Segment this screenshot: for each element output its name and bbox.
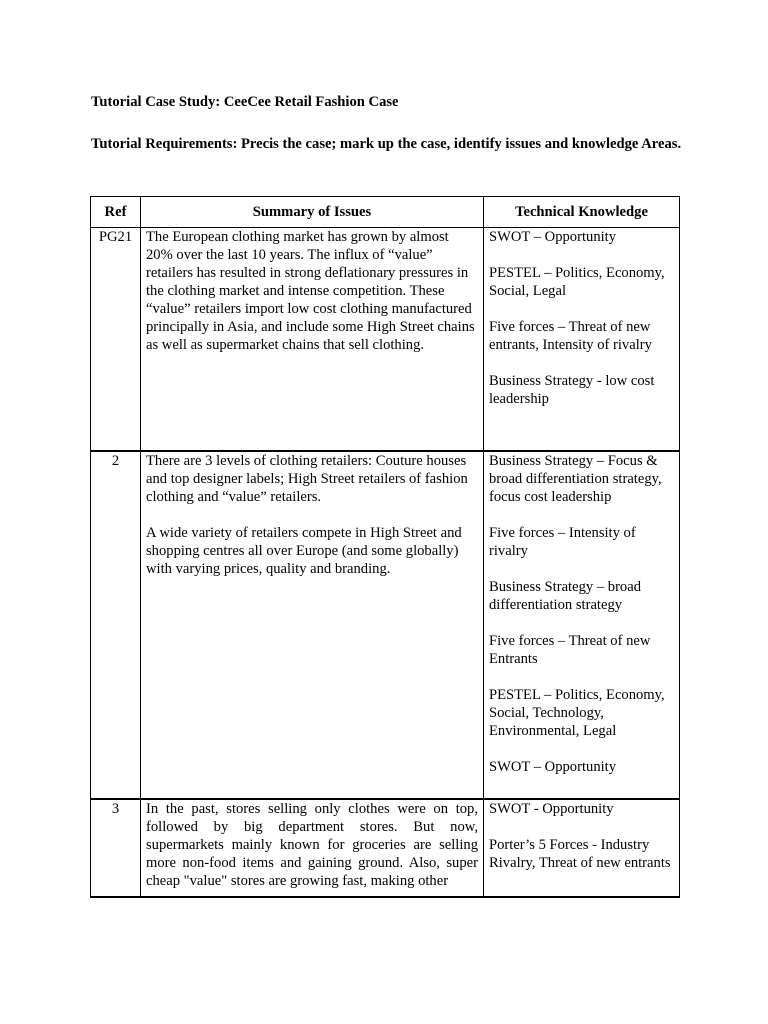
issues-table bbox=[90, 196, 680, 898]
document-title: Tutorial Case Study: CeeCee Retail Fashion Case bbox=[91, 94, 399, 110]
summary-paragraph: There are 3 levels of clothing retailers: Couture houses and top designer labels; High Street retailers of fashion clothing and “value” retailers. bbox=[146, 453, 468, 505]
header-summary: Summary of Issues bbox=[141, 197, 484, 228]
technical-item: SWOT – Opportunity bbox=[489, 229, 617, 245]
technical-item: SWOT – Opportunity bbox=[489, 759, 617, 775]
row-summary bbox=[141, 451, 484, 799]
row-technical bbox=[484, 228, 680, 452]
table-row bbox=[91, 451, 680, 799]
row-ref: 2 bbox=[91, 451, 141, 799]
table-row bbox=[91, 799, 680, 897]
technical-item: Business Strategy – broad differentiation strategy bbox=[489, 579, 642, 613]
technical-item: Five forces – Threat of new entrants, Intensity of rivalry bbox=[489, 319, 652, 353]
technical-item: SWOT - Opportunity bbox=[489, 801, 614, 817]
technical-item: Business Strategy – Focus & broad differentiation strategy, focus cost leadership bbox=[489, 453, 662, 505]
technical-item: Five forces – Intensity of rivalry bbox=[489, 525, 636, 559]
technical-item: Porter’s 5 Forces - Industry Rivalry, Threat of new entrants bbox=[489, 837, 671, 871]
row-ref: PG21 bbox=[91, 228, 141, 452]
row-summary bbox=[141, 228, 484, 452]
row-technical bbox=[484, 799, 680, 897]
header-technical: Technical Knowledge bbox=[484, 197, 680, 228]
technical-item: PESTEL – Politics, Economy, Social, Technology, Environmental, Legal bbox=[489, 687, 665, 739]
table-header-row bbox=[91, 197, 680, 228]
technical-item: Five forces – Threat of new Entrants bbox=[489, 633, 651, 667]
header-ref: Ref bbox=[91, 197, 141, 228]
row-ref: 3 bbox=[91, 799, 141, 897]
summary-paragraph: The European clothing market has grown by almost 20% over the last 10 years. The influx of “value” retailers has resulted in strong deflationary pressures in the clothing market and intense competition. These “value” retailers import low cost clothing manufactured principally in Asia, and include some High Street chains as well as supermarket chains that sell clothing. bbox=[146, 229, 475, 353]
tutorial-requirements: Tutorial Requirements: Precis the case; mark up the case, identify issues and knowledge Areas. bbox=[91, 136, 682, 152]
technical-item: Business Strategy - low cost leadership bbox=[489, 373, 655, 407]
row-summary bbox=[141, 799, 484, 897]
table-row bbox=[91, 228, 680, 452]
technical-item: PESTEL – Politics, Economy, Social, Legal bbox=[489, 265, 665, 299]
row-technical bbox=[484, 451, 680, 799]
summary-paragraph: In the past, stores selling only clothes were on top, followed by big department stores. But now, supermarkets mainly known for groceries are selling more non-food items and gaining ground. Also, super cheap "value" stores are growing fast, making other bbox=[146, 801, 478, 888]
summary-paragraph: A wide variety of retailers compete in High Street and shopping centres all over Europe (and some globally) with varying prices, quality and branding. bbox=[146, 525, 462, 577]
